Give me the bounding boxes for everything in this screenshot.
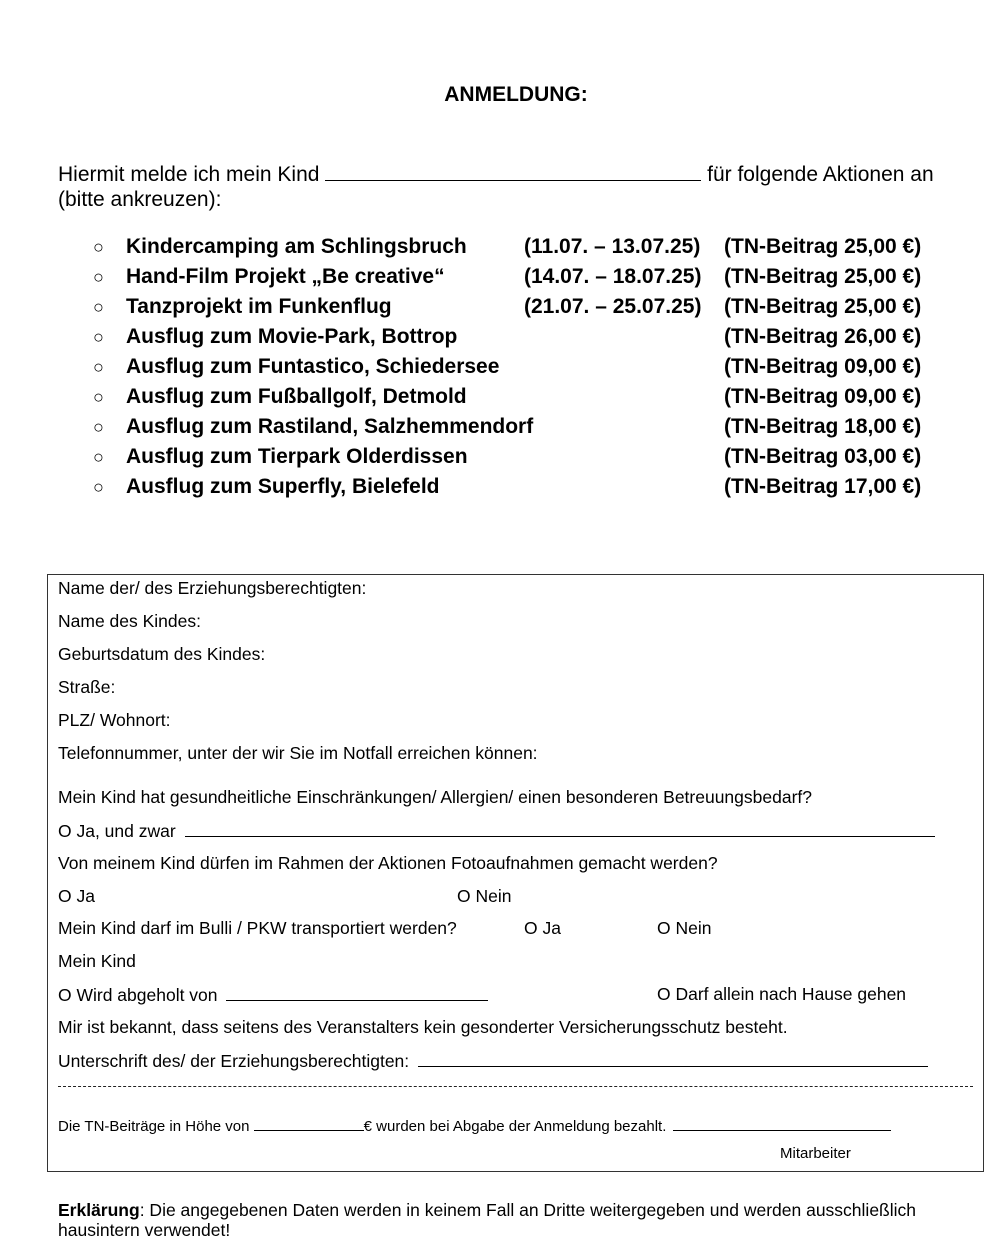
activity-checkbox-bullet[interactable]: ○ xyxy=(93,447,104,467)
fee-label: Die TN-Beiträge in Höhe von xyxy=(58,1118,250,1135)
child-birthdate-label: Geburtsdatum des Kindes: xyxy=(58,644,266,664)
intro-line xyxy=(58,161,934,187)
activity-date: (11.07. – 13.07.25) xyxy=(524,235,701,258)
activity-name: Tanzprojekt im Funkenflug xyxy=(126,295,392,318)
staff-signature-line[interactable] xyxy=(673,1116,891,1131)
signature-row xyxy=(58,1050,928,1072)
health-yes-row xyxy=(58,820,935,842)
alone-option[interactable]: O Darf allein nach Hause gehen xyxy=(657,984,907,1004)
activity-name: Ausflug zum Movie-Park, Bottrop xyxy=(126,325,458,348)
transport-question: Mein Kind darf im Bulli / PKW transportiert werden? xyxy=(58,918,457,938)
activity-name: Kindercamping am Schlingsbruch xyxy=(126,235,467,258)
health-question: Mein Kind hat gesundheitliche Einschränkungen/ Allergien/ einen besonderen Betreuungsbedarf? xyxy=(58,787,813,807)
activity-fee: (TN-Beitrag 17,00 €) xyxy=(724,475,922,498)
activity-fee: (TN-Beitrag 25,00 €) xyxy=(724,265,922,288)
activity-date: (14.07. – 18.07.25) xyxy=(524,265,702,288)
activity-checkbox-bullet[interactable]: ○ xyxy=(93,297,104,317)
activity-checkbox-bullet[interactable]: ○ xyxy=(93,477,104,497)
transport-no-option[interactable]: O Nein xyxy=(657,918,712,938)
footer-label: Erklärung xyxy=(58,1200,140,1220)
transport-yes-option[interactable]: O Ja xyxy=(524,918,561,938)
child-label: Mein Kind xyxy=(58,951,136,971)
parent-name-label: Name der/ des Erziehungsberechtigten: xyxy=(58,578,367,598)
page-title: ANMELDUNG: xyxy=(444,83,588,106)
fee-row xyxy=(58,1116,891,1135)
cut-line xyxy=(58,1086,973,1087)
activity-checkbox-bullet[interactable]: ○ xyxy=(93,417,104,437)
activity-name: Ausflug zum Fußballgolf, Detmold xyxy=(126,385,467,408)
phone-label: Telefonnummer, unter der wir Sie im Notfall erreichen können: xyxy=(58,743,538,763)
activity-name: Ausflug zum Tierpark Olderdissen xyxy=(126,445,468,468)
pickup-option[interactable]: O Wird abgeholt von xyxy=(58,985,218,1005)
photo-yes-option[interactable]: O Ja xyxy=(58,886,95,906)
fee-label-after: € wurden bei Abgabe der Anmeldung bezahlt. xyxy=(363,1118,667,1135)
activity-fee: (TN-Beitrag 26,00 €) xyxy=(724,325,922,348)
activity-fee: (TN-Beitrag 25,00 €) xyxy=(724,295,922,318)
intro-text-before: Hiermit melde ich mein Kind xyxy=(58,163,320,186)
activity-fee: (TN-Beitrag 25,00 €) xyxy=(724,235,922,258)
activity-fee: (TN-Beitrag 09,00 €) xyxy=(724,385,922,408)
child-name-label: Name des Kindes: xyxy=(58,611,201,631)
health-details-line[interactable] xyxy=(185,820,935,837)
footer-text: : Die angegebenen Daten werden in keinem Fall an Dritte weitergegeben und werden ausschließlich hausintern verwendet! xyxy=(58,1200,917,1240)
activity-name: Ausflug zum Superfly, Bielefeld xyxy=(126,475,440,498)
signature-label: Unterschrift des/ der Erziehungsberechtigten: xyxy=(58,1051,410,1071)
activity-checkbox-bullet[interactable]: ○ xyxy=(93,327,104,347)
photo-question: Von meinem Kind dürfen im Rahmen der Aktionen Fotoaufnahmen gemacht werden? xyxy=(58,853,718,873)
insurance-note: Mir ist bekannt, dass seitens des Veranstalters kein gesonderter Versicherungsschutz besteht. xyxy=(58,1017,788,1037)
activity-fee: (TN-Beitrag 09,00 €) xyxy=(724,355,922,378)
intro-line-2: (bitte ankreuzen): xyxy=(58,188,222,211)
health-yes-option[interactable]: O Ja, und zwar xyxy=(58,821,176,841)
zip-city-label: PLZ/ Wohnort: xyxy=(58,710,171,730)
staff-label: Mitarbeiter xyxy=(780,1145,851,1162)
child-name-line[interactable] xyxy=(325,161,701,181)
signature-line[interactable] xyxy=(418,1050,928,1067)
activity-fee: (TN-Beitrag 18,00 €) xyxy=(724,415,922,438)
pickup-row xyxy=(58,984,488,1006)
activity-name: Ausflug zum Funtastico, Schiedersee xyxy=(126,355,500,378)
activity-checkbox-bullet[interactable]: ○ xyxy=(93,387,104,407)
intro-text-after: für folgende Aktionen an xyxy=(707,163,934,186)
activity-checkbox-bullet[interactable]: ○ xyxy=(93,357,104,377)
activity-name: Hand-Film Projekt „Be creative“ xyxy=(126,265,445,288)
activity-checkbox-bullet[interactable]: ○ xyxy=(93,237,104,257)
footer-note xyxy=(58,1200,978,1240)
activity-fee: (TN-Beitrag 03,00 €) xyxy=(724,445,922,468)
fee-amount-line[interactable] xyxy=(254,1116,364,1131)
photo-no-option[interactable]: O Nein xyxy=(457,886,512,906)
activity-name: Ausflug zum Rastiland, Salzhemmendorf xyxy=(126,415,534,438)
street-label: Straße: xyxy=(58,677,116,697)
activity-checkbox-bullet[interactable]: ○ xyxy=(93,267,104,287)
pickup-person-line[interactable] xyxy=(226,984,488,1001)
activity-date: (21.07. – 25.07.25) xyxy=(524,295,702,318)
